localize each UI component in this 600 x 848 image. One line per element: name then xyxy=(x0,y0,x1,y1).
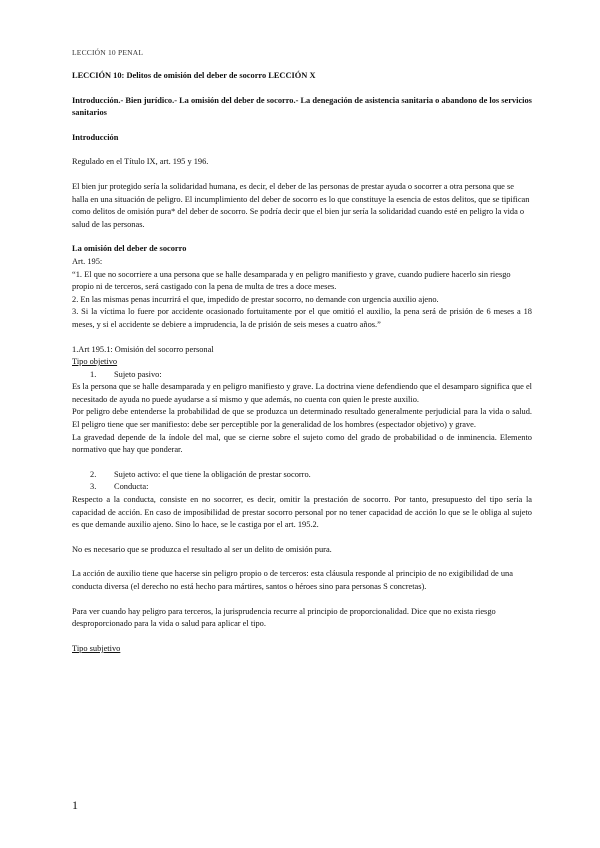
list-item xyxy=(72,481,532,494)
article-quote: 2. En las mismas penas incurrirá el que, impedido de prestar socorro, no demande con urgencia auxilio ajeno. xyxy=(72,294,439,304)
list-item xyxy=(72,469,532,482)
tipo-subjetivo-heading: Tipo subjetivo xyxy=(72,643,121,653)
article-quote: “1. El que no socorriere a una persona que se halle desamparada y en peligro manifiesto y grave, cuando pudiere hacerlo sin riesgo propio ni de terceros, será castigado con la pena de multa de tres a doce meses. xyxy=(72,269,511,292)
body-paragraph: La acción de auxilio tiene que hacerse sin peligro propio o de terceros: esta cláusula responde al principio de no exigibilidad de una conducta diversa (el derecho no está hecho para mártires, santos o héroes sino para personas S concretas). xyxy=(72,569,513,591)
body-paragraph: Es la persona que se halle desamparada y en peligro manifiesto y grave. La doctrina viene defendiendo que el desamparo significa que el necesitado de ayuda no puede ayudarse a sí mismo y que además, no cuenta con quien le preste auxilio. xyxy=(72,382,532,404)
omission-heading: La omisión del deber de socorro xyxy=(72,244,187,254)
lesson-title: LECCIÓN 10: Delitos de omisión del deber de socorro LECCIÓN X xyxy=(72,71,316,80)
list-item xyxy=(72,369,532,382)
list-number: 2. xyxy=(90,469,97,479)
list-number: 3. xyxy=(90,482,97,492)
document-body xyxy=(72,68,532,655)
body-paragraph: Respecto a la conducta, consiste en no socorrer, es decir, omitir la prestación de socorro. Por tanto, presupuesto del tipo sería la capacidad de acción. En caso de imposibilidad de prestar socorro personal por no tener capacidad de acción lo que se le obliga al sujeto es que demande auxilio ajeno. Sino lo hace, se le castiga por el art. 195.2. xyxy=(72,495,532,530)
subsection-heading: 1.Art 195.1: Omisión del socorro personal xyxy=(72,344,214,354)
article-quote: 3. Si la víctima lo fuere por accidente ocasionado fortuitamente por el que omitió el auxilio, la pena será de prisión de 6 meses a 18 meses, y si el accidente se debiere a imprudencia, la de prisión de seis meses a cuatro años.” xyxy=(72,307,532,329)
article-ref: Art. 195: xyxy=(72,256,103,266)
tipo-objetivo-heading: Tipo objetivo xyxy=(72,357,118,367)
list-text: Sujeto pasivo: xyxy=(114,369,162,379)
body-paragraph: No es necesario que se produzca el resultado al ser un delito de omisión pura. xyxy=(72,544,332,554)
intro-paragraph: Regulado en el Título IX, art. 195 y 196. xyxy=(72,157,209,167)
page-number: 1 xyxy=(72,798,78,812)
running-header: LECCIÓN 10 PENAL xyxy=(72,48,144,57)
lesson-topics: Introducción.- Bien jurídico.- La omisión del deber de socorro.- La denegación de asistencia sanitaria o abandono de los servicios sanitarios xyxy=(72,95,532,118)
list-text: Conducta: xyxy=(114,482,149,492)
intro-heading: Introducción xyxy=(72,132,119,142)
body-paragraph: Para ver cuando hay peligro para terceros, la jurisprudencia recurre al principio de proporcionalidad. Dice que no exista riesgo desproporcionado para la vida o salud para aplicar el tipo. xyxy=(72,606,496,629)
list-number: 1. xyxy=(90,369,97,379)
list-text: Sujeto activo: el que tiene la obligación de prestar socorro. xyxy=(114,469,311,479)
body-paragraph: La gravedad depende de la índole del mal, que se cierne sobre el sujeto como del grado de probabilidad o de inminencia. Elemento normativo que hay que ponderar. xyxy=(72,432,532,455)
intro-paragraph: El bien jur protegido sería la solidaridad humana, es decir, el deber de las personas de prestar ayuda o socorrer a otra persona que se halla en una situación de peligro. El incumplimiento del deber de socorro es lo que constituye la esencia de estos delitos, que se tipifican como delitos de omisión pura* del deber de socorro. Se podría decir que el bien jur sería la solidaridad cuando esté en peligro la vida o salud de las personas. xyxy=(72,181,530,229)
body-paragraph: Por peligro debe entenderse la probabilidad de que se produzca un determinado resultado generalmente perjudicial para la vida o salud. El peligro tiene que ser manifiesto: debe ser perceptible por la generalidad de los hombres (espectador objetivo) y grave. xyxy=(72,407,532,430)
